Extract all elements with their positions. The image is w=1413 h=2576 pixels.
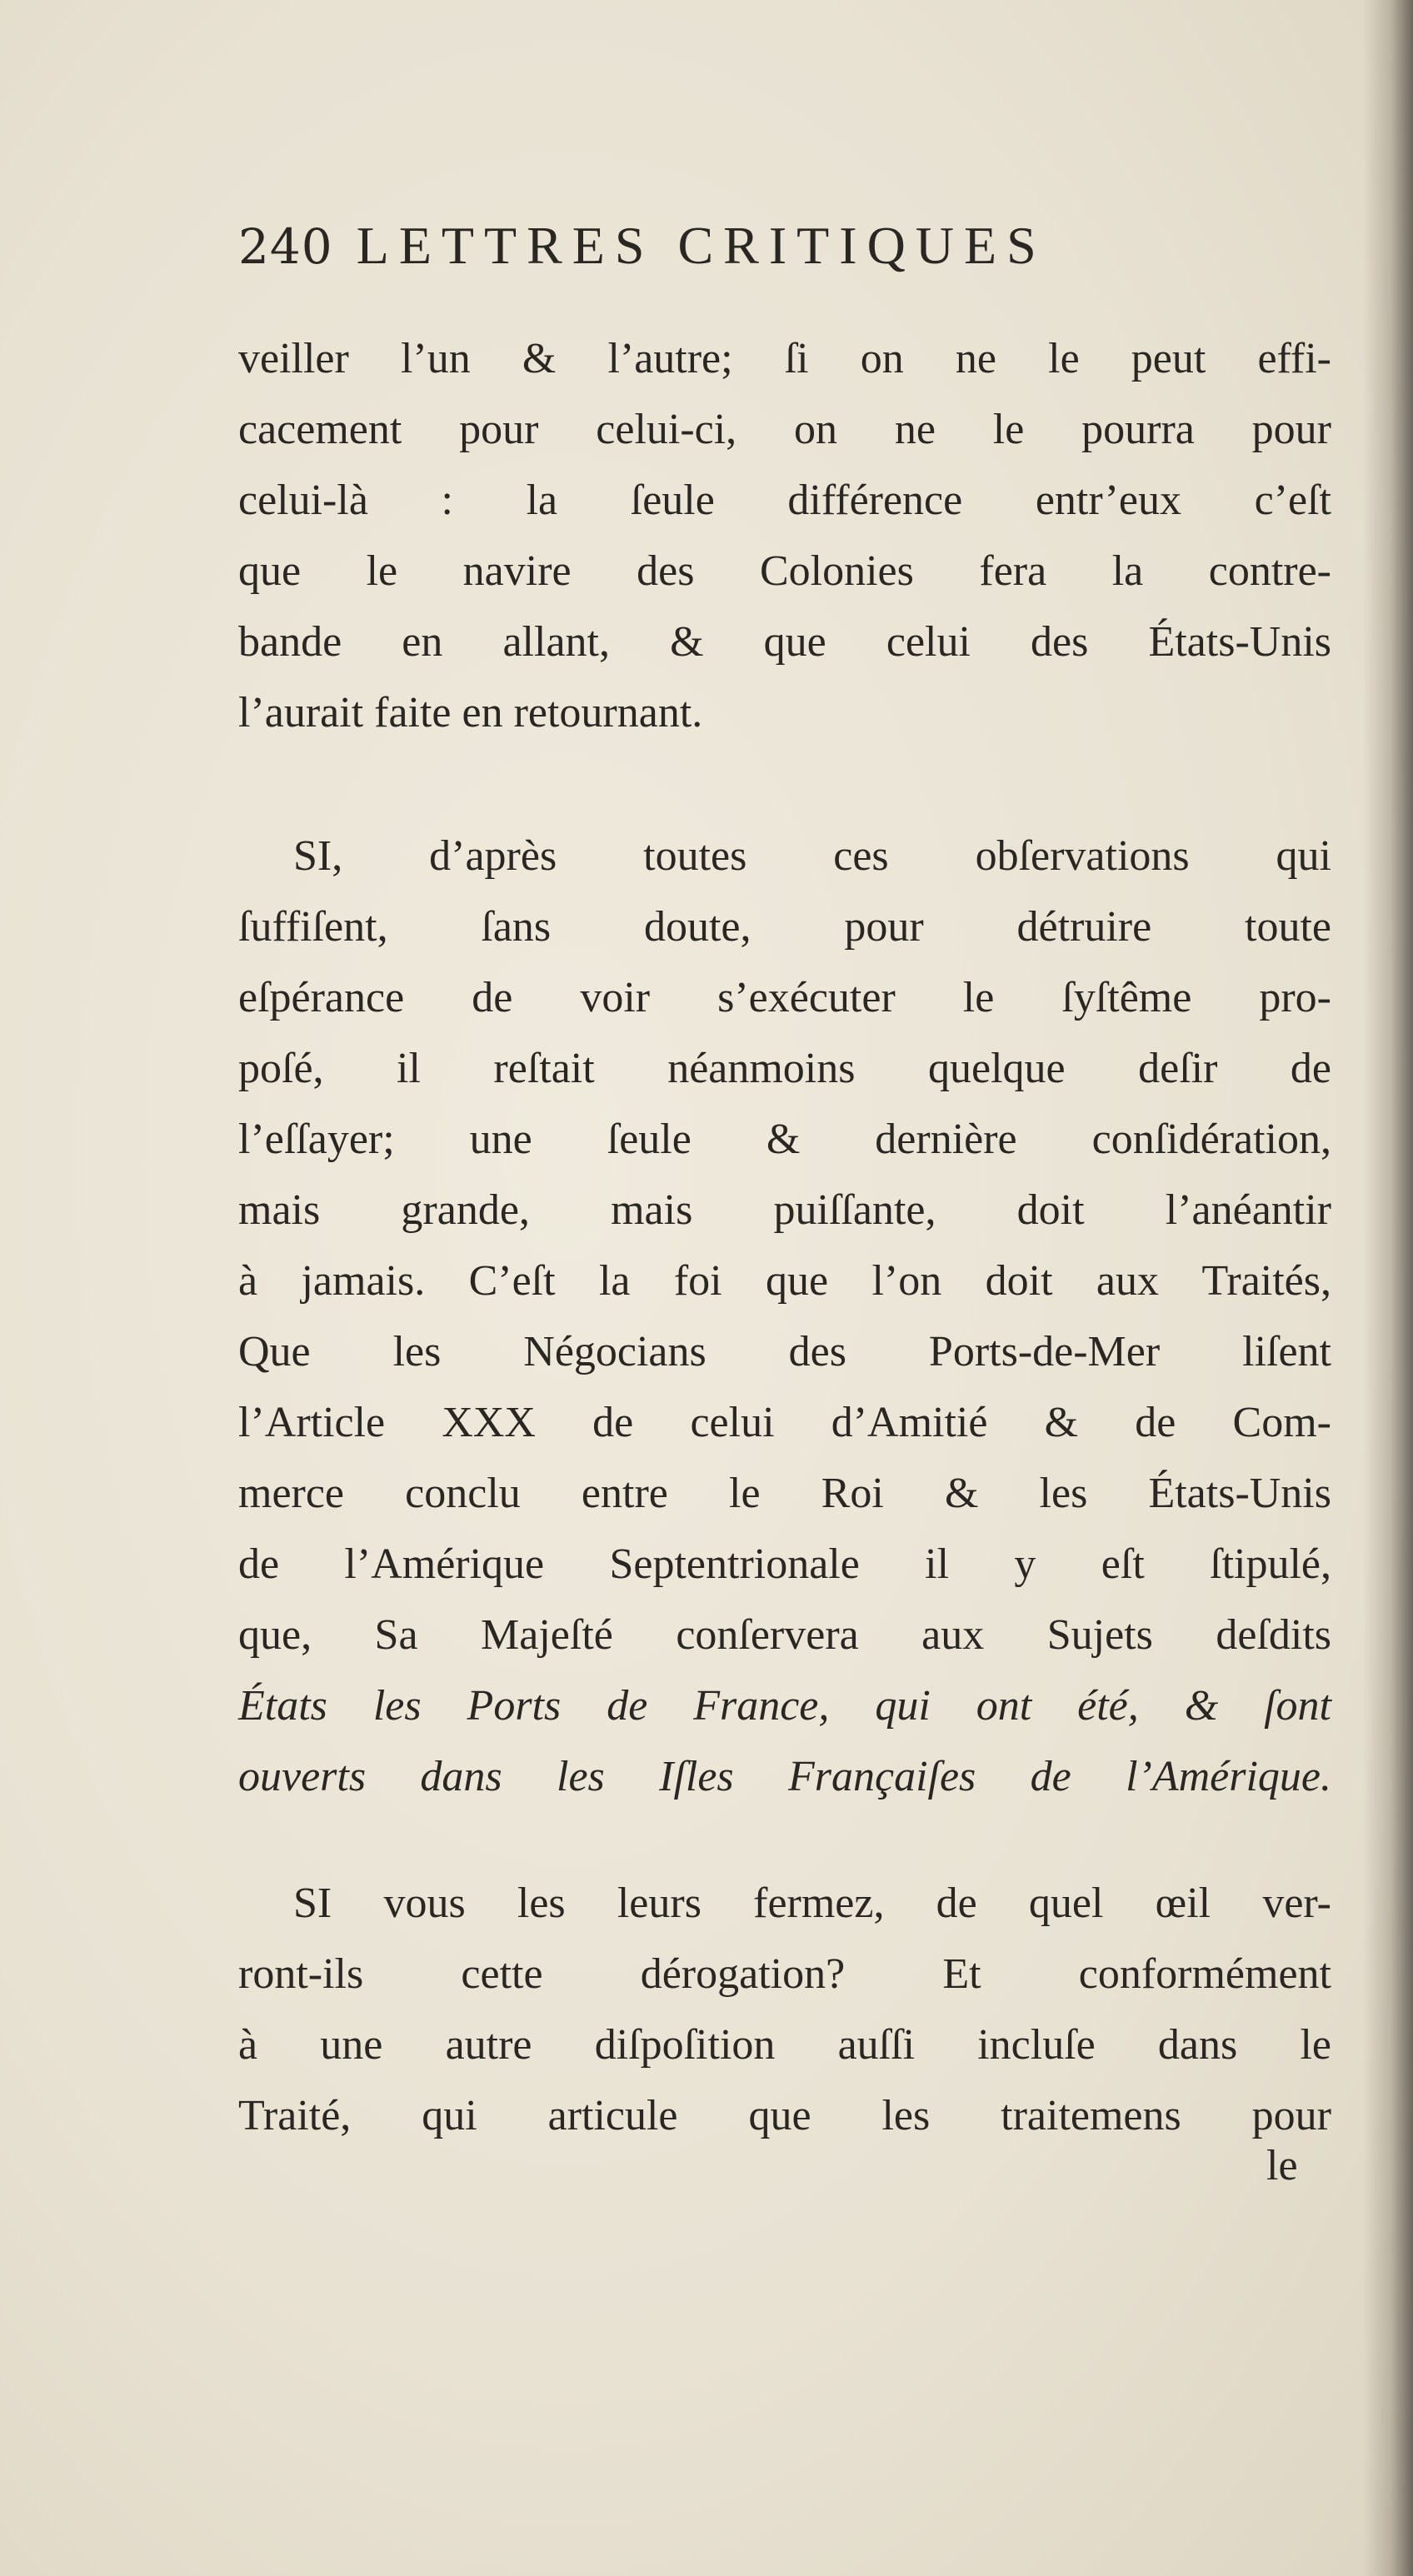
text-line: que, Sa Majeſté conſervera aux Sujets deſdits (238, 1611, 1331, 1659)
text-line: l’aurait faite en retournant. (238, 689, 703, 736)
text-line: Traité, qui articule que les traitemens pour (238, 2092, 1331, 2139)
paragraph-2 (238, 821, 1331, 1812)
text-line: eſpérance de voir s’exécuter le ſyſtême pro- (238, 974, 1331, 1021)
text-line: à une autre diſpoſition auſſi incluſe dans le (238, 2021, 1331, 2069)
text-line: l’eſſayer; une ſeule & dernière conſidération, (238, 1116, 1331, 1163)
text-line: ſuffiſent, ſans doute, pour détruire toute (238, 903, 1331, 951)
text-line: l’Article XXX de celui d’Amitié & de Com- (238, 1399, 1331, 1446)
text-line: SI, d’après toutes ces obſervations qui (293, 832, 1331, 880)
page-edge-shadow (1363, 0, 1413, 2576)
running-header (238, 215, 1230, 290)
text-line: mais grande, mais puiſſante, doit l’anéantir (238, 1186, 1331, 1234)
text-line: bande en allant, & que celui des États-Unis (238, 618, 1331, 666)
text-line: ront-ils cette dérogation? Et conformément (238, 1950, 1331, 1998)
catchword: le (1266, 2142, 1298, 2189)
text-line: cacement pour celui-ci, on ne le pourra pour (238, 406, 1331, 453)
text-line-italic: ouverts dans les Iſles Françaiſes de l’Amérique. (238, 1753, 1331, 1800)
paragraph-1 (238, 323, 1331, 748)
text-line: celui-là : la ſeule différence entr’eux c’eſt (238, 477, 1331, 524)
page-number: 240 (238, 218, 333, 275)
paragraph-3 (238, 1868, 1331, 2151)
text-line: que le navire des Colonies fera la contre- (238, 547, 1331, 595)
running-title: LETTRES CRITIQUES (356, 216, 1046, 275)
text-line: à jamais. C’eſt la foi que l’on doit aux Traités, (238, 1257, 1331, 1305)
text-line: Que les Négocians des Ports-de-Mer liſent (238, 1328, 1331, 1375)
text-line-italic: États les Ports de France, qui ont été, & ſont (238, 1682, 1331, 1730)
text-line: de l’Amérique Septentrionale il y eſt ſtipulé, (238, 1540, 1331, 1588)
text-line: veiller l’un & l’autre; ſi on ne le peut effi- (238, 335, 1331, 382)
text-line: SI vous les leurs fermez, de quel œil ver- (293, 1880, 1331, 1927)
text-line: poſé, il reſtait néanmoins quelque deſir de (238, 1045, 1331, 1092)
text-line: merce conclu entre le Roi & les États-Unis (238, 1470, 1331, 1517)
